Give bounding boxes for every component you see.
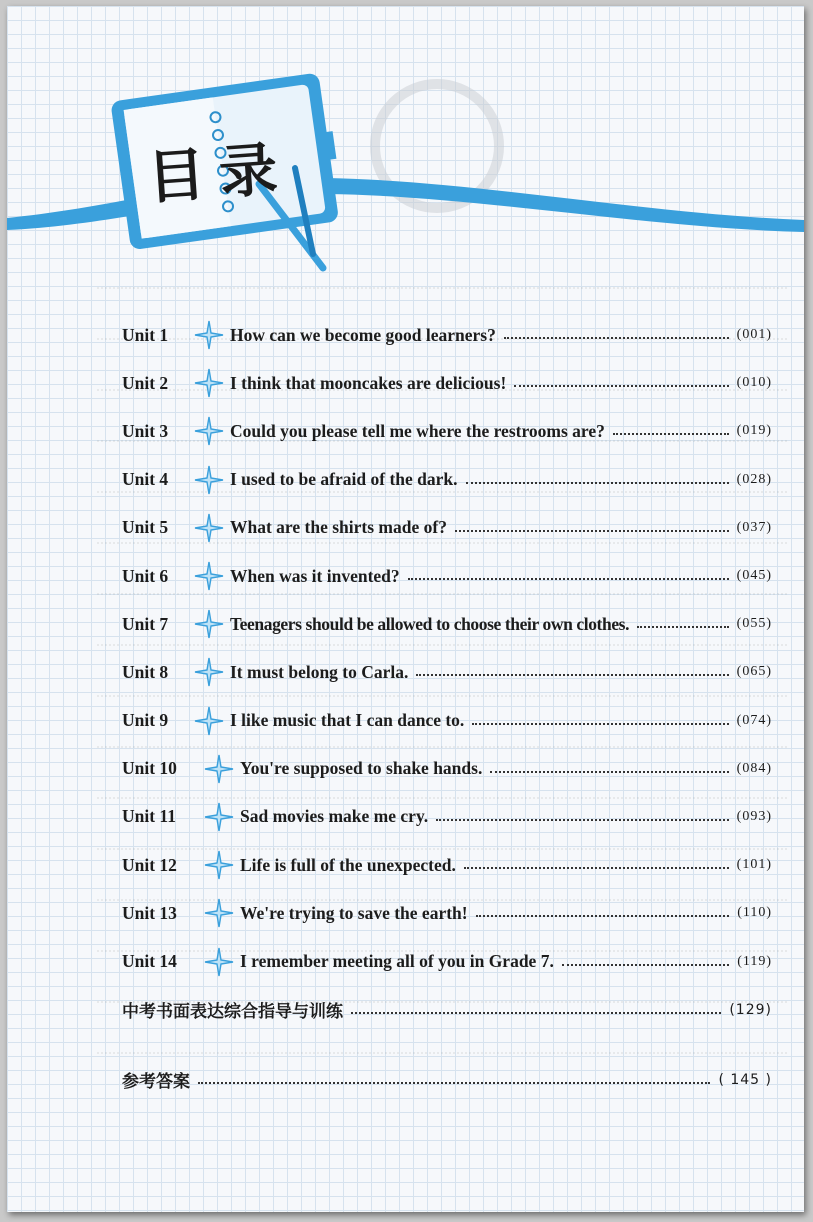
toc-entry[interactable] [122,937,772,985]
page-number: (101) [736,857,772,873]
unit-label: Unit 13 [122,902,177,923]
lesson-title: Sad movies make me cry. [240,806,429,827]
page-number: (110) [737,905,772,921]
unit-label: Unit 9 [122,710,169,731]
page-number: (093) [736,808,772,824]
lesson-title: I used to be afraid of the dark. [230,469,458,490]
sparkle-icon [194,561,224,591]
unit-label: Unit 10 [122,758,177,779]
unit-label: Unit 14 [122,951,177,972]
lesson-title: How can we become good learners? [230,324,496,345]
leader-dots [490,771,728,773]
lesson-title: It must belong to Carla. [230,661,409,682]
toc-entry[interactable] [122,407,772,455]
page-number: (129) [729,1001,772,1018]
page-number: ( 145 ) [718,1071,772,1088]
page-number: (028) [736,471,772,487]
page-number: (119) [737,953,772,969]
leader-dots [504,337,729,339]
page-number: (037) [736,519,772,535]
unit-label: Unit 12 [122,854,177,875]
leader-dots [464,867,729,869]
page-number: (001) [736,327,772,343]
sparkle-icon [204,754,234,784]
leader-dots [455,530,729,532]
sparkle-icon [194,513,224,543]
title-banner [7,6,804,306]
toc-entry[interactable] [122,504,772,552]
unit-label: Unit 4 [122,469,169,490]
unit-label: Unit 5 [122,517,169,538]
toc-entry[interactable] [122,600,772,648]
page-number: (045) [736,568,772,584]
sparkle-icon [204,947,234,977]
leader-dots [613,433,729,435]
unit-label: Unit 7 [122,613,169,634]
toc-entry[interactable] [122,648,772,696]
sparkle-icon [204,850,234,880]
leader-dots [408,578,729,580]
toc-entry-writing-guide[interactable] [122,986,772,1034]
leader-dots [198,1082,710,1084]
leader-dots [436,819,729,821]
toc-entry-answer-key[interactable] [122,1056,772,1104]
sparkle-icon [194,320,224,350]
unit-label: Unit 6 [122,565,169,586]
leader-dots [562,964,729,966]
sparkle-icon [194,706,224,736]
unit-label: Unit 1 [122,324,169,345]
toc-entry[interactable] [122,841,772,889]
leader-dots [466,482,729,484]
leader-dots [637,626,729,628]
page-number: (084) [736,760,772,776]
lesson-title: Life is full of the unexpected. [240,854,456,875]
leader-dots [476,915,730,917]
leader-dots [514,385,728,387]
page-number: (065) [736,664,772,680]
toc-entry[interactable] [122,359,772,407]
sparkle-icon [194,657,224,687]
toc-entry[interactable] [122,745,772,793]
page-title: 目录 [145,134,294,212]
lesson-title: What are the shirts made of? [230,517,447,538]
toc-entry[interactable] [122,311,772,359]
sparkle-icon [194,465,224,495]
sparkle-icon [204,898,234,928]
lesson-title: I think that mooncakes are delicious! [230,372,507,393]
leader-dots [472,723,728,725]
lesson-title: We're trying to save the earth! [240,902,468,923]
table-of-contents [122,311,772,1104]
toc-entry[interactable] [122,889,772,937]
document-page [7,6,804,1212]
sparkle-icon [194,368,224,398]
toc-entry[interactable] [122,552,772,600]
leader-dots [351,1012,721,1014]
sparkle-icon [194,416,224,446]
lesson-title: When was it invented? [230,565,400,586]
lesson-title: Could you please tell me where the restrooms are? [230,420,605,441]
page-number: (074) [736,712,772,728]
leader-dots [416,674,728,676]
toc-entry[interactable] [122,456,772,504]
unit-label: Unit 3 [122,420,169,441]
lesson-title: I remember meeting all of you in Grade 7. [240,951,554,972]
lesson-title: I like music that I can dance to. [230,710,465,731]
section-title: 参考答案 [122,1072,190,1093]
unit-label: Unit 8 [122,661,169,682]
lesson-title: You're supposed to shake hands. [240,758,483,779]
sparkle-icon [194,609,224,639]
sparkle-icon [204,802,234,832]
lesson-title: Teenagers should be allowed to choose their own clothes. [230,613,630,634]
unit-label: Unit 11 [122,806,176,827]
page-number: (055) [736,616,772,632]
unit-label: Unit 2 [122,372,169,393]
toc-entry[interactable] [122,793,772,841]
section-title: 中考书面表达综合指导与训练 [122,1002,343,1023]
page-number: (019) [736,423,772,439]
toc-entry[interactable] [122,697,772,745]
page-number: (010) [736,375,772,391]
